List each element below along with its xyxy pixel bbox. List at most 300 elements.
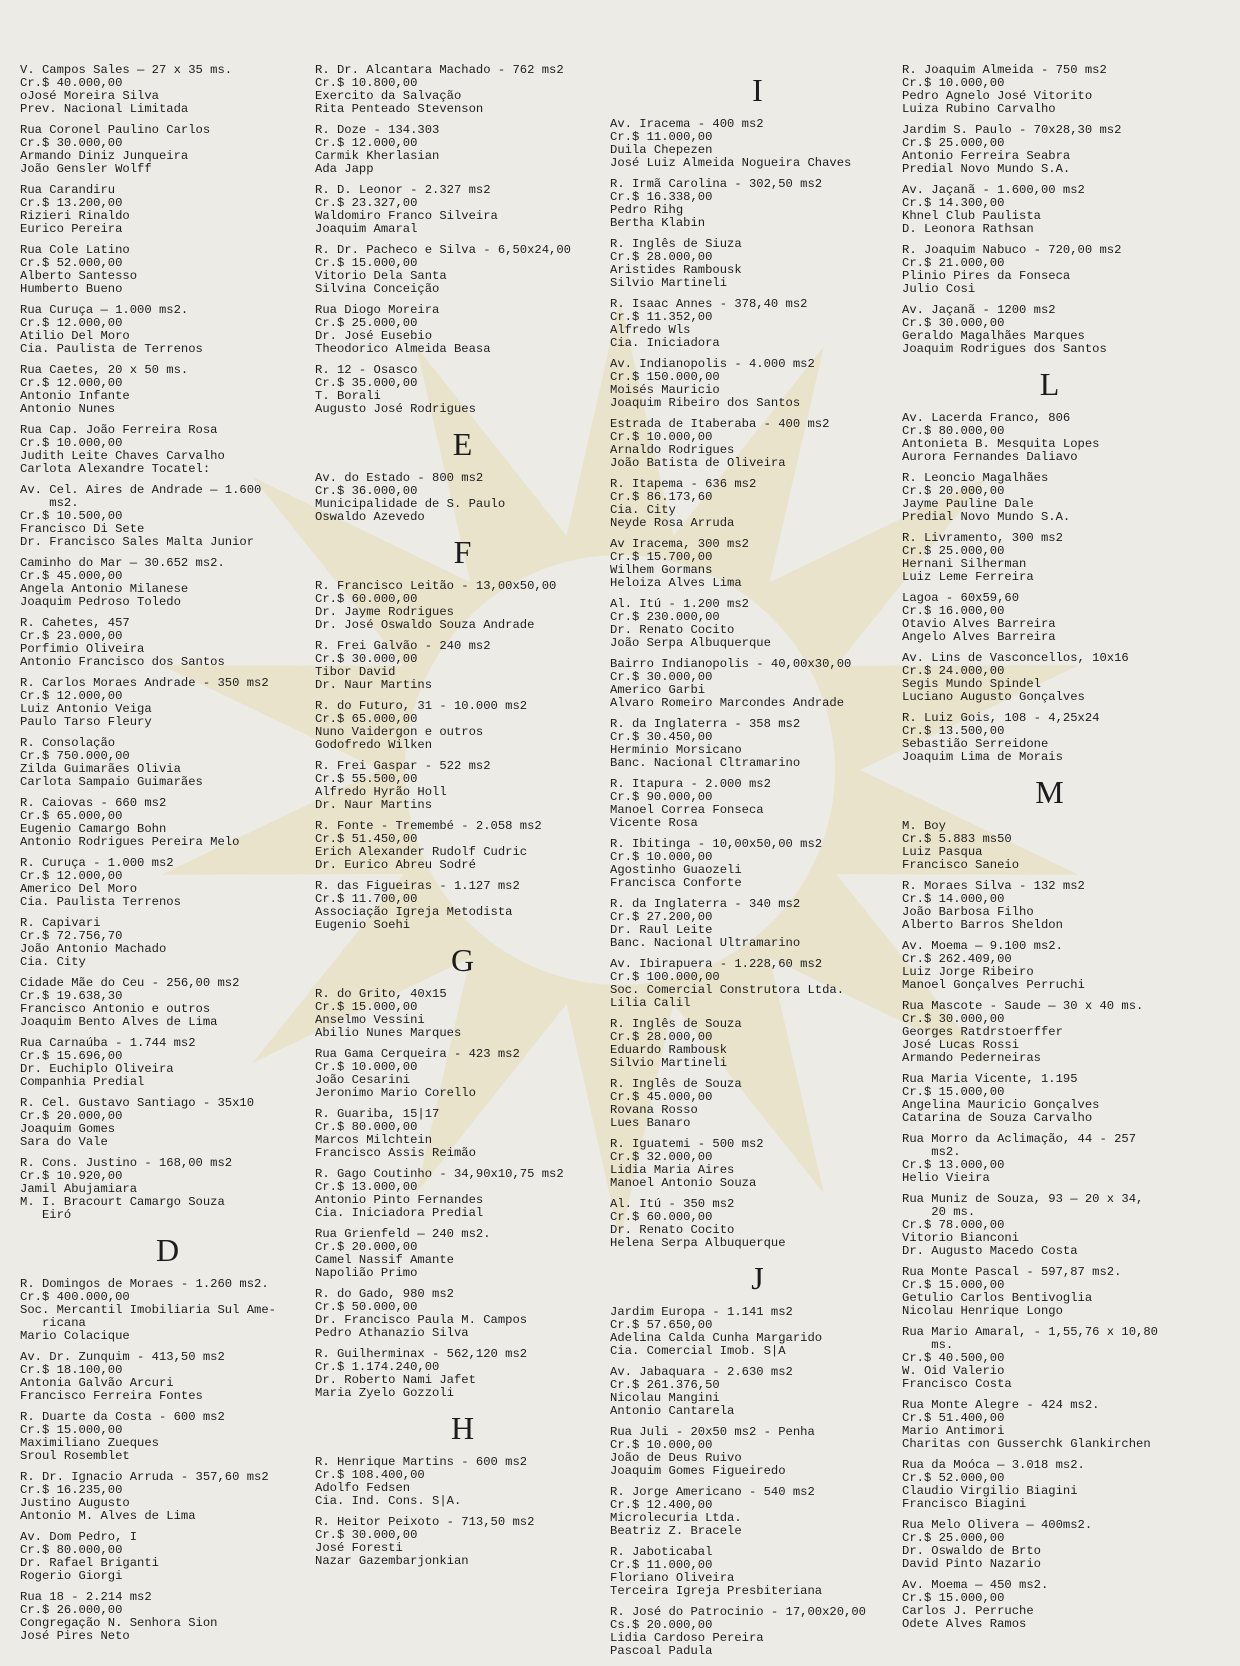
- entry-line: R. Caiovas - 660 ms2: [20, 796, 167, 810]
- entry-line: R. do Gado, 980 ms2: [315, 1287, 454, 1301]
- property-entry: [315, 1048, 610, 1100]
- property-entry: [610, 898, 905, 950]
- section-letter-heading: J: [751, 1260, 764, 1296]
- entry-line: Helena Serpa Albuquerque: [610, 1236, 786, 1250]
- entry-line: R. Jaboticabal: [610, 1545, 713, 1559]
- entry-line: Marcos Milchtein: [315, 1133, 433, 1147]
- entry-line: Cr.$ 11.700,00: [315, 892, 418, 906]
- entry-line: Cr.$ 11.352,00: [610, 310, 713, 324]
- entry-line: Cr.$ 15.000,00: [20, 1423, 123, 1437]
- entry-line: Cr.$ 15.000,00: [315, 1000, 418, 1014]
- entry-line: Av. Dom Pedro, I: [20, 1530, 138, 1544]
- entry-line: Cr.$ 20.000,00: [902, 484, 1005, 498]
- property-entry: [315, 124, 610, 176]
- entry-line: Cr.$ 23.000,00: [20, 629, 123, 643]
- entry-line: Cr.$ 52.000,00: [902, 1471, 1005, 1485]
- entry-line: R. 12 - Osasco: [315, 363, 418, 377]
- entry-line: Congregação N. Senhora Sion: [20, 1616, 218, 1630]
- entry-line: Cr.$ 60.000,00: [315, 592, 418, 606]
- entry-line: R. Frei Gaspar - 522 ms2: [315, 759, 491, 773]
- entry-line: Cr.$ 16.000,00: [902, 604, 1005, 618]
- entry-line: Duila Chepezen: [610, 143, 713, 157]
- entry-line: Dr. José Oswaldo Souza Andrade: [315, 618, 535, 632]
- column-4: [902, 64, 1197, 1639]
- entry-line: Plinio Pires da Fonseca: [902, 269, 1071, 283]
- entry-line: Luiz Leme Ferreira: [902, 570, 1034, 584]
- property-entry: [610, 538, 905, 590]
- entry-line: Cr.$ 100.000,00: [610, 970, 720, 984]
- entry-line: Vitorio Bianconi: [902, 1231, 1020, 1245]
- entry-line: R. do Grito, 40x15: [315, 987, 447, 1001]
- entry-line: Eugenio Camargo Bohn: [20, 822, 167, 836]
- entry-line: Cia. Comercial Imob. S|A: [610, 1344, 786, 1358]
- entry-line: Agostinho Guaozeli: [610, 863, 742, 877]
- entry-line: Antonieta B. Mesquita Lopes: [902, 437, 1100, 451]
- property-entry: [20, 64, 315, 116]
- entry-line: Cr.$ 30.000,00: [902, 316, 1005, 330]
- entry-line: Lidia Maria Aires: [610, 1163, 735, 1177]
- property-entry: [20, 797, 315, 849]
- entry-line: Cr.$ 400.000,00: [20, 1290, 130, 1304]
- entry-line: Oswaldo Azevedo: [315, 510, 425, 524]
- entry-line: Cr.$ 10.000,00: [902, 76, 1005, 90]
- entry-line: Cr.$ 25.000,00: [902, 544, 1005, 558]
- property-entry: [610, 1606, 905, 1658]
- entry-line: Lagoa - 60x59,60: [902, 591, 1020, 605]
- entry-line: Paulo Tarso Fleury: [20, 715, 152, 729]
- entry-line: R. Dr. Ignacio Arruda - 357,60 ms2: [20, 1470, 269, 1484]
- entry-line: Catarina de Souza Carvalho: [902, 1111, 1093, 1125]
- entry-line: Francisco Assis Reimão: [315, 1146, 476, 1160]
- entry-line: Cr.$ 16.235,00: [20, 1483, 123, 1497]
- entry-line: R. Cons. Justino - 168,00 ms2: [20, 1156, 233, 1170]
- entry-line: Cr.$ 60.000,00: [610, 1210, 713, 1224]
- entry-line: Carlota Sampaio Guimarães: [20, 775, 203, 789]
- entry-line: Otavio Alves Barreira: [902, 617, 1056, 631]
- property-entry: [902, 1073, 1197, 1125]
- entry-line: Vitorio Dela Santa: [315, 269, 447, 283]
- entry-line: ms.: [902, 1338, 954, 1352]
- entry-line: Cia. Paulista de Terrenos: [20, 342, 203, 356]
- entry-line: Cr.$ 11.000,00: [610, 130, 713, 144]
- property-entry: [20, 917, 315, 969]
- entry-line: Cr.$ 20.000,00: [20, 1109, 123, 1123]
- entry-line: Cr.$ 12.000,00: [20, 869, 123, 883]
- entry-line: Antonio Francisco dos Santos: [20, 655, 225, 669]
- entry-line: José Luiz Almeida Nogueira Chaves: [610, 156, 852, 170]
- entry-line: Av. Iracema - 400 ms2: [610, 117, 764, 131]
- entry-line: Dr. Oswaldo de Brto: [902, 1544, 1041, 1558]
- entry-line: Cr.$ 108.400,00: [315, 1468, 425, 1482]
- section-letter-heading: I: [752, 72, 763, 108]
- entry-line: Adelina Calda Cunha Margarido: [610, 1331, 823, 1345]
- entry-line: W. Oid Valerio: [902, 1364, 1005, 1378]
- property-entry: [902, 472, 1197, 524]
- entry-line: Vicente Rosa: [610, 816, 698, 830]
- entry-line: Dr. Naur Martins: [315, 678, 433, 692]
- entry-line: Heloiza Alves Lima: [610, 576, 742, 590]
- section-letter-heading: D: [155, 1232, 180, 1268]
- entry-line: Claudio Virgilio Biagini: [902, 1484, 1078, 1498]
- entry-line: Cr.$ 14.300,00: [902, 196, 1005, 210]
- entry-line: Av. Jabaquara - 2.630 ms2: [610, 1365, 793, 1379]
- entry-line: Silvina Conceição: [315, 282, 440, 296]
- entry-line: Godofredo Wilken: [315, 738, 433, 752]
- entry-line: Francisco Antonio e outros: [20, 1002, 211, 1016]
- entry-line: Eurico Pereira: [20, 222, 123, 236]
- entry-line: Cr.$ 21.000,00: [902, 256, 1005, 270]
- entry-line: M. I. Bracourt Camargo Souza: [20, 1195, 225, 1209]
- entry-line: Cr.$ 45.000,00: [20, 569, 123, 583]
- entry-line: Rua Coronel Paulino Carlos: [20, 123, 211, 137]
- entry-line: Cidade Mãe do Ceu - 256,00 ms2: [20, 976, 240, 990]
- entry-line: Rua Morro da Aclimação, 44 - 257: [902, 1132, 1137, 1146]
- entry-line: R. Luiz Gois, 108 - 4,25x24: [902, 711, 1100, 725]
- property-entry: [902, 712, 1197, 764]
- entry-line: Julio Cosi: [902, 282, 976, 296]
- entry-line: Dr. Rafael Briganti: [20, 1556, 159, 1570]
- entry-line: Angela Antonio Milanese: [20, 582, 189, 596]
- property-entry: [20, 1278, 315, 1343]
- entry-line: Mario Antimori: [902, 1424, 1005, 1438]
- entry-line: José Foresti: [315, 1541, 403, 1555]
- entry-line: Rua Grienfeld — 240 ms2.: [315, 1227, 491, 1241]
- entry-line: João Serpa Albuquerque: [610, 636, 771, 650]
- entry-line: Manoel Correa Fonseca: [610, 803, 764, 817]
- entry-line: Herminio Morsicano: [610, 743, 742, 757]
- property-entry: [610, 418, 905, 470]
- entry-line: Cr.$ 10.500,00: [20, 509, 123, 523]
- entry-line: Cr.$ 20.000,00: [315, 1240, 418, 1254]
- property-entry: [315, 364, 610, 416]
- entry-line: Antonio Infante: [20, 389, 130, 403]
- property-entry: [20, 364, 315, 416]
- entry-line: Joaquim Bento Alves de Lima: [20, 1015, 218, 1029]
- entry-line: Antonio Nunes: [20, 402, 116, 416]
- entry-line: Rua Melo Olivera — 400ms2.: [902, 1518, 1093, 1532]
- property-entry: [610, 1546, 905, 1598]
- property-entry: [315, 1228, 610, 1280]
- property-entry: [315, 820, 610, 872]
- entry-line: Cr.$ 5.883 ms50: [902, 832, 1012, 846]
- entry-line: Cr.$ 30.450,00: [610, 730, 713, 744]
- entry-line: R. Dr. Pacheco e Silva - 6,50x24,00: [315, 243, 571, 257]
- entry-line: Francisco Biagini: [902, 1497, 1027, 1511]
- entry-line: Cr.$ 45.000,00: [610, 1090, 713, 1104]
- entry-line: R. Gago Coutinho - 34,90x10,75 ms2: [315, 1167, 564, 1181]
- entry-line: D. Leonora Rathsan: [902, 222, 1034, 236]
- entry-line: Beatriz Z. Bracele: [610, 1524, 742, 1538]
- entry-line: Cr.$ 16.338,00: [610, 190, 713, 204]
- entry-line: Cr.$ 12.000,00: [315, 136, 418, 150]
- entry-line: Cr.$ 65.000,00: [20, 809, 123, 823]
- entry-line: R. Heitor Peixoto - 713,50 ms2: [315, 1515, 535, 1529]
- property-entry: [20, 1471, 315, 1523]
- entry-line: Anselmo Vessini: [315, 1013, 425, 1027]
- property-entry: [20, 737, 315, 789]
- entry-line: Joaquim Gomes Figueiredo: [610, 1464, 786, 1478]
- entry-line: Adolfo Fedsen: [315, 1481, 411, 1495]
- property-entry: [610, 1426, 905, 1478]
- entry-line: Terceira Igreja Presbiteriana: [610, 1584, 823, 1598]
- property-entry: [20, 1097, 315, 1149]
- section-letter-heading: E: [452, 426, 473, 462]
- entry-line: R. das Figueiras - 1.127 ms2: [315, 879, 520, 893]
- entry-line: Georges Ratdrstoerffer: [902, 1025, 1063, 1039]
- entry-line: Cr.$ 1.174.240,00: [315, 1360, 440, 1374]
- entry-line: R. Frei Galvão - 240 ms2: [315, 639, 491, 653]
- entry-line: R. da Inglaterra - 340 ms2: [610, 897, 801, 911]
- property-entry: [20, 677, 315, 729]
- entry-line: Cr.$ 23.327,00: [315, 196, 418, 210]
- entry-line: Cr.$ 65.000,00: [315, 712, 418, 726]
- entry-line: Cr.$ 10.800,00: [315, 76, 418, 90]
- property-entry: [315, 1288, 610, 1340]
- entry-line: Cr.$ 12.000,00: [20, 316, 123, 330]
- entry-line: Cr.$ 80.000,00: [20, 1543, 123, 1557]
- entry-line: R. Dr. Alcantara Machado - 762 ms2: [315, 63, 564, 77]
- entry-line: Dr. Euchiplo Oliveira: [20, 1062, 174, 1076]
- entry-line: Antonio Cantarela: [610, 1404, 735, 1418]
- property-entry: [610, 1306, 905, 1358]
- entry-line: Aurora Fernandes Daliavo: [902, 450, 1078, 464]
- property-entry: [20, 1591, 315, 1643]
- entry-line: Cr.$ 90.000,00: [610, 790, 713, 804]
- entry-line: Francisca Conforte: [610, 876, 742, 890]
- entry-line: Rua Muniz de Souza, 93 — 20 x 34,: [902, 1192, 1144, 1206]
- property-entry: [902, 1459, 1197, 1511]
- entry-line: Cr.$ 262.409,00: [902, 952, 1012, 966]
- property-entry: [902, 244, 1197, 296]
- entry-line: Rua Monte Pascal - 597,87 ms2.: [902, 1265, 1122, 1279]
- entry-line: Dr. Francisco Sales Malta Junior: [20, 535, 255, 549]
- entry-line: Rua da Moóca — 3.018 ms2.: [902, 1458, 1085, 1472]
- property-entry: [902, 124, 1197, 176]
- entry-line: Luiza Rubino Carvalho: [902, 102, 1056, 116]
- entry-line: Rita Penteado Stevenson: [315, 102, 484, 116]
- entry-line: Av. Jaçanã - 1200 ms2: [902, 303, 1056, 317]
- entry-line: Dr. Eurico Abreu Sodré: [315, 858, 476, 872]
- property-entry: [902, 592, 1197, 644]
- property-entry: [20, 557, 315, 609]
- entry-line: Cr.$ 40.500,00: [902, 1351, 1005, 1365]
- entry-line: Joaquim Rodrigues dos Santos: [902, 342, 1107, 356]
- entry-line: João de Deus Ruivo: [610, 1451, 742, 1465]
- entry-line: Cr.$ 24.000,00: [902, 664, 1005, 678]
- entry-line: Eugenio Soehi: [315, 918, 411, 932]
- entry-line: Rua Maria Vicente, 1.195: [902, 1072, 1078, 1086]
- property-entry: [20, 1157, 315, 1222]
- entry-line: Segis Mundo Spindel: [902, 677, 1041, 691]
- entry-line: Armando Pederneiras: [902, 1051, 1041, 1065]
- property-entry: [610, 358, 905, 410]
- entry-line: Rua Mario Amaral, - 1,55,76 x 10,80: [902, 1325, 1158, 1339]
- entry-line: Cr.$ 13.200,00: [20, 196, 123, 210]
- entry-line: Cr.$ 150.000,00: [610, 370, 720, 384]
- entry-line: Cr.$ 12.000,00: [20, 376, 123, 390]
- property-entry: [315, 880, 610, 932]
- entry-line: Dr. Francisco Paula M. Campos: [315, 1313, 528, 1327]
- entry-line: Manoel Antonio Souza: [610, 1176, 757, 1190]
- entry-line: Microlecuria Ltda.: [610, 1511, 742, 1525]
- entry-line: Rua Carandiru: [20, 183, 116, 197]
- entry-line: Cr.$ 10.000,00: [20, 436, 123, 450]
- entry-line: Tibor David: [315, 665, 396, 679]
- entry-line: R. Joaquim Nabuco - 720,00 ms2: [902, 243, 1122, 257]
- entry-line: Cr.$ 40.000,00: [20, 76, 123, 90]
- property-entry: [315, 700, 610, 752]
- property-entry: [610, 778, 905, 830]
- property-entry: [315, 304, 610, 356]
- entry-line: Jardim Europa - 1.141 ms2: [610, 1305, 793, 1319]
- section-letter-heading: H: [450, 1410, 475, 1446]
- property-entry: [902, 532, 1197, 584]
- entry-line: Cr.$ 10.000,00: [610, 1438, 713, 1452]
- entry-line: Joaquim Pedroso Toledo: [20, 595, 181, 609]
- entry-line: Cr.$ 78.000,00: [902, 1218, 1005, 1232]
- property-entry: [315, 184, 610, 236]
- property-entry: [902, 880, 1197, 932]
- entry-line: Waldomiro Franco Silveira: [315, 209, 498, 223]
- property-entry: [20, 1351, 315, 1403]
- entry-line: Geraldo Magalhães Marques: [902, 329, 1085, 343]
- entry-line: Mario Colacique: [20, 1329, 130, 1343]
- entry-line: Cs.$ 20.000,00: [610, 1618, 713, 1632]
- property-entry: [315, 580, 610, 632]
- property-entry: [610, 1018, 905, 1070]
- entry-line: Dr. Raul Leite: [610, 923, 713, 937]
- property-entry: [315, 640, 610, 692]
- entry-line: Porfimio Oliveira: [20, 642, 145, 656]
- entry-line: Luiz Jorge Ribeiro: [902, 965, 1034, 979]
- entry-line: Av Iracema, 300 ms2: [610, 537, 749, 551]
- entry-line: Cr.$ 80.000,00: [902, 424, 1005, 438]
- entry-line: Bairro Indianopolis - 40,00x30,00: [610, 657, 852, 671]
- entry-line: Napolião Primo: [315, 1266, 418, 1280]
- entry-line: Alfredo Wls: [610, 323, 691, 337]
- entry-line: Cr.$ 10.000,00: [315, 1060, 418, 1074]
- entry-line: Cr.$ 50.000,00: [315, 1300, 418, 1314]
- entry-line: Predial Novo Mundo S.A.: [902, 162, 1071, 176]
- entry-line: Av. Lacerda Franco, 806: [902, 411, 1071, 425]
- property-entry: [315, 988, 610, 1040]
- entry-line: R. Consolação: [20, 736, 116, 750]
- property-entry: [315, 64, 610, 116]
- entry-line: Rua Carnaúba - 1.744 ms2: [20, 1036, 196, 1050]
- entry-line: Cr.$ 30.000,00: [315, 652, 418, 666]
- entry-line: Antonio Ferreira Seabra: [902, 149, 1071, 163]
- property-entry: [20, 857, 315, 909]
- entry-line: Cr.$ 15.696,00: [20, 1049, 123, 1063]
- property-entry: [610, 1198, 905, 1250]
- entry-line: R. Curuça - 1.000 ms2: [20, 856, 174, 870]
- entry-line: Pascoal Padula: [610, 1644, 713, 1658]
- property-entry: [20, 1037, 315, 1089]
- entry-line: Av. Moema — 450 ms2.: [902, 1578, 1049, 1592]
- entry-line: Av. Jaçanã - 1.600,00 ms2: [902, 183, 1085, 197]
- property-entry: [610, 718, 905, 770]
- entry-line: Municipalidade de S. Paulo: [315, 497, 506, 511]
- entry-line: Hernani Silherman: [902, 557, 1027, 571]
- entry-line: Estrada de Itaberaba - 400 ms2: [610, 417, 830, 431]
- entry-line: V. Campos Sales — 27 x 35 ms.: [20, 63, 233, 77]
- entry-line: Rua Monte Alegre - 424 ms2.: [902, 1398, 1100, 1412]
- property-entry: [902, 1133, 1197, 1185]
- entry-line: Cr.$ 35.000,00: [315, 376, 418, 390]
- property-entry: [20, 304, 315, 356]
- entry-line: Cr.$ 19.638,30: [20, 989, 123, 1003]
- section-letter-heading: F: [453, 534, 472, 570]
- entry-line: Carlos J. Perruche: [902, 1604, 1034, 1618]
- entry-line: R. Cahetes, 457: [20, 616, 130, 630]
- entry-line: Dr. Naur Martins: [315, 798, 433, 812]
- entry-line: Rua Curuça — 1.000 ms2.: [20, 303, 189, 317]
- entry-line: Caminho do Mar — 30.652 ms2.: [20, 556, 225, 570]
- entry-line: Cr.$ 14.000,00: [902, 892, 1005, 906]
- entry-line: R. Inglês de Souza: [610, 1017, 742, 1031]
- entry-line: R. Fonte - Tremembé - 2.058 ms2: [315, 819, 542, 833]
- entry-line: Exercito da Salvação: [315, 89, 462, 103]
- entry-line: R. do Futuro, 31 - 10.000 ms2: [315, 699, 528, 713]
- entry-line: Angelo Alves Barreira: [902, 630, 1056, 644]
- entry-line: M. Boy: [902, 819, 946, 833]
- entry-line: Cr.$ 30.000,00: [315, 1528, 418, 1542]
- entry-line: R. da Inglaterra - 358 ms2: [610, 717, 801, 731]
- entry-line: Cr.$ 13.000,00: [315, 1180, 418, 1194]
- entry-line: Armando Diniz Junqueira: [20, 149, 189, 163]
- entry-line: Cr.$ 15.700,00: [610, 550, 713, 564]
- entry-line: Cr.$ 57.650,00: [610, 1318, 713, 1332]
- property-entry: [902, 1519, 1197, 1571]
- property-entry: [902, 64, 1197, 116]
- entry-line: Nuno Vaidergon e outros: [315, 725, 484, 739]
- entry-line: Aristides Rambousk: [610, 263, 742, 277]
- property-entry: [315, 244, 610, 296]
- entry-line: R. Cel. Gustavo Santiago - 35x10: [20, 1096, 255, 1110]
- entry-line: Theodorico Almeida Beasa: [315, 342, 491, 356]
- entry-line: R. Isaac Annes - 378,40 ms2: [610, 297, 808, 311]
- entry-line: Angelina Mauricio Gonçalves: [902, 1098, 1100, 1112]
- entry-line: ms2.: [20, 496, 79, 510]
- property-entry: [610, 1138, 905, 1190]
- entry-line: Cr.$ 12.400,00: [610, 1498, 713, 1512]
- entry-line: Francisco Saneio: [902, 858, 1020, 872]
- property-entry: [610, 1486, 905, 1538]
- property-entry: [610, 1366, 905, 1418]
- entry-line: Augusto José Rodrigues: [315, 402, 476, 416]
- entry-line: R. Carlos Moraes Andrade - 350 ms2: [20, 676, 269, 690]
- entry-line: Rua 18 - 2.214 ms2: [20, 1590, 152, 1604]
- entry-line: Cr.$ 25.000,00: [315, 316, 418, 330]
- section-letter-heading: G: [450, 942, 475, 978]
- property-entry: [902, 1579, 1197, 1631]
- entry-line: Sebastião Serreidone: [902, 737, 1049, 751]
- property-entry: [610, 478, 905, 530]
- entry-line: Carlota Alexandre Tocatel:: [20, 462, 211, 476]
- property-entry: [20, 484, 315, 549]
- property-entry: [20, 1531, 315, 1583]
- entry-line: Rua Diogo Moreira: [315, 303, 440, 317]
- property-entry: [315, 472, 610, 524]
- entry-line: Joaquim Lima de Morais: [902, 750, 1063, 764]
- entry-line: Cr.$ 25.000,00: [902, 1531, 1005, 1545]
- entry-line: João Barbosa Filho: [902, 905, 1034, 919]
- entry-line: Sroul Rosemblet: [20, 1449, 130, 1463]
- entry-line: Antonia Galvão Arcuri: [20, 1376, 174, 1390]
- entry-line: Cr.$ 25.000,00: [902, 136, 1005, 150]
- entry-line: Cr.$ 10.000,00: [610, 850, 713, 864]
- entry-line: Americo Del Moro: [20, 882, 138, 896]
